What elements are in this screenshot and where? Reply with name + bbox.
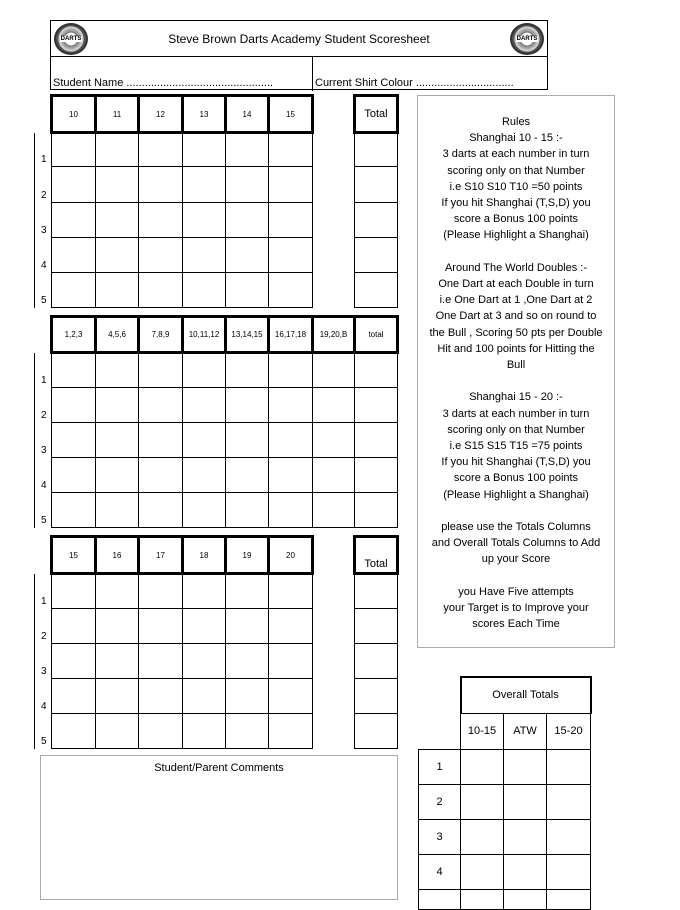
score-cell[interactable] bbox=[313, 423, 355, 458]
score-cell[interactable] bbox=[139, 714, 183, 749]
total-header: total bbox=[355, 317, 398, 353]
score-cell[interactable] bbox=[183, 458, 226, 493]
col-header: 10-15 bbox=[461, 713, 504, 749]
col-header: 18 bbox=[183, 537, 226, 574]
score-cell[interactable] bbox=[183, 644, 226, 679]
shirt-colour-label: Current Shirt Colour ................................ bbox=[315, 77, 514, 89]
score-cell[interactable] bbox=[226, 574, 269, 609]
total-cell[interactable] bbox=[355, 423, 398, 458]
col-header: 13,14,15 bbox=[226, 317, 269, 353]
score-cell[interactable] bbox=[139, 203, 183, 238]
score-cell[interactable] bbox=[52, 493, 96, 528]
score-cell[interactable] bbox=[269, 458, 313, 493]
score-cell[interactable] bbox=[183, 133, 226, 167]
rules-line: Hit and 100 points for Hitting the bbox=[437, 342, 595, 355]
col-header: 7,8,9 bbox=[139, 317, 183, 353]
score-cell[interactable] bbox=[269, 238, 313, 273]
col-header: 10,11,12 bbox=[183, 317, 226, 353]
score-cell[interactable] bbox=[183, 423, 226, 458]
rules-line: up your Score bbox=[481, 553, 551, 566]
col-header: 19 bbox=[226, 537, 269, 574]
total-cell[interactable] bbox=[355, 458, 398, 493]
rules-line: and Overall Totals Columns to Add bbox=[431, 537, 601, 550]
score-cell[interactable] bbox=[96, 714, 139, 749]
shirt-colour-field[interactable] bbox=[313, 57, 549, 91]
score-cell[interactable] bbox=[139, 644, 183, 679]
overall-cell[interactable] bbox=[547, 784, 591, 819]
total-cell[interactable] bbox=[355, 353, 398, 388]
score-cell[interactable] bbox=[269, 609, 313, 644]
overall-cell[interactable] bbox=[504, 749, 547, 784]
score-cell[interactable] bbox=[96, 458, 139, 493]
total-cell[interactable] bbox=[355, 238, 398, 273]
around-the-world-table bbox=[34, 315, 399, 528]
score-cell[interactable] bbox=[139, 133, 183, 167]
row-label: 5 bbox=[35, 273, 52, 308]
rules-line: scores Each Time bbox=[472, 618, 560, 631]
shanghai-15-20-table bbox=[34, 535, 399, 749]
score-cell[interactable] bbox=[96, 133, 139, 167]
score-cell[interactable] bbox=[139, 458, 183, 493]
score-cell[interactable] bbox=[52, 714, 96, 749]
score-cell[interactable] bbox=[96, 679, 139, 714]
score-cell[interactable] bbox=[269, 574, 313, 609]
score-cell[interactable] bbox=[52, 273, 96, 308]
score-cell[interactable] bbox=[96, 574, 139, 609]
rules-line: score a Bonus 100 points bbox=[453, 472, 579, 485]
academy-logo-right: DARTS bbox=[510, 23, 544, 55]
score-cell[interactable] bbox=[269, 273, 313, 308]
rules-line: One Dart at 3 and so on round to bbox=[435, 310, 597, 323]
col-header: 1,2,3 bbox=[52, 317, 96, 353]
score-cell[interactable] bbox=[226, 238, 269, 273]
score-cell[interactable] bbox=[139, 353, 183, 388]
total-cell[interactable] bbox=[355, 203, 398, 238]
score-cell[interactable] bbox=[96, 609, 139, 644]
total-cell[interactable] bbox=[355, 714, 398, 749]
score-cell[interactable] bbox=[96, 353, 139, 388]
col-header: 14 bbox=[226, 96, 269, 133]
total-cell[interactable] bbox=[355, 493, 398, 528]
col-header: ATW bbox=[504, 713, 547, 749]
row-label: 5 bbox=[35, 714, 52, 749]
score-cell[interactable] bbox=[52, 423, 96, 458]
rules-line: i.e One Dart at 1 ,One Dart at 2 bbox=[439, 294, 593, 307]
score-cell[interactable] bbox=[52, 458, 96, 493]
score-cell[interactable] bbox=[226, 133, 269, 167]
score-cell[interactable] bbox=[226, 714, 269, 749]
score-cell[interactable] bbox=[313, 388, 355, 423]
rules-line: the Bull , Scoring 50 pts per Double bbox=[429, 326, 603, 339]
col-header: 15-20 bbox=[547, 713, 591, 749]
overall-cell[interactable] bbox=[547, 749, 591, 784]
rules-line: please use the Totals Columns bbox=[441, 521, 591, 534]
rules-line: Around The World Doubles :- bbox=[444, 261, 588, 274]
score-cell[interactable] bbox=[313, 458, 355, 493]
rules-line: If you hit Shanghai (T,S,D) you bbox=[441, 197, 591, 210]
overall-cell[interactable] bbox=[461, 854, 504, 889]
score-cell[interactable] bbox=[226, 203, 269, 238]
score-cell[interactable] bbox=[226, 388, 269, 423]
overall-cell[interactable] bbox=[547, 819, 591, 854]
rules-line: i.e S15 S15 T15 =75 points bbox=[449, 440, 583, 453]
col-header: 16 bbox=[96, 537, 139, 574]
rules-line: score a Bonus 100 points bbox=[453, 213, 579, 226]
total-cell[interactable] bbox=[355, 167, 398, 203]
total-cell[interactable] bbox=[355, 133, 398, 167]
col-header: 16,17,18 bbox=[269, 317, 313, 353]
score-cell[interactable] bbox=[139, 273, 183, 308]
score-cell[interactable] bbox=[269, 203, 313, 238]
col-header: 20 bbox=[269, 537, 313, 574]
total-cell[interactable] bbox=[355, 679, 398, 714]
rules-line bbox=[418, 503, 614, 519]
rules-line: scoring only on that Number bbox=[447, 423, 585, 436]
row-label: 3 bbox=[35, 423, 52, 458]
score-cell[interactable] bbox=[183, 679, 226, 714]
score-cell[interactable] bbox=[269, 493, 313, 528]
overall-cell[interactable] bbox=[461, 749, 504, 784]
rules-line bbox=[418, 568, 614, 584]
score-cell[interactable] bbox=[183, 238, 226, 273]
score-cell[interactable] bbox=[313, 493, 355, 528]
score-cell[interactable] bbox=[269, 167, 313, 203]
score-cell[interactable] bbox=[269, 679, 313, 714]
student-name-field[interactable] bbox=[51, 57, 313, 91]
rules-line: 3 darts at each number in turn bbox=[442, 148, 590, 161]
row-label: 4 bbox=[419, 854, 461, 889]
comments-title: Student/Parent Comments bbox=[154, 762, 284, 774]
academy-logo-left: DARTS bbox=[54, 23, 88, 55]
col-header: 15 bbox=[52, 537, 96, 574]
score-cell[interactable] bbox=[52, 388, 96, 423]
row-label: 1 bbox=[35, 353, 52, 388]
row-label: 1 bbox=[35, 133, 52, 167]
title-row bbox=[51, 21, 547, 57]
col-header: 19,20,B bbox=[313, 317, 355, 353]
col-header: 11 bbox=[96, 96, 139, 133]
row-label: 4 bbox=[35, 679, 52, 714]
score-cell[interactable] bbox=[226, 167, 269, 203]
total-cell[interactable] bbox=[355, 609, 398, 644]
score-cell[interactable] bbox=[139, 574, 183, 609]
score-cell[interactable] bbox=[139, 679, 183, 714]
score-cell[interactable] bbox=[52, 353, 96, 388]
total-header: Total bbox=[355, 537, 398, 574]
col-header: 13 bbox=[183, 96, 226, 133]
total-cell[interactable] bbox=[355, 644, 398, 679]
student-name-label: Student Name ................................................ bbox=[53, 77, 274, 89]
score-cell[interactable] bbox=[226, 679, 269, 714]
row-label: 2 bbox=[35, 609, 52, 644]
overall-totals-title: Overall Totals bbox=[461, 677, 591, 713]
rules-line: Shanghai 15 - 20 :- bbox=[469, 391, 563, 404]
score-cell[interactable] bbox=[183, 353, 226, 388]
row-label: 4 bbox=[35, 238, 52, 273]
score-cell[interactable] bbox=[139, 423, 183, 458]
score-cell[interactable] bbox=[183, 167, 226, 203]
sheet-title: Steve Brown Darts Academy Student Scoresheet bbox=[168, 32, 430, 46]
score-cell[interactable] bbox=[139, 388, 183, 423]
score-cell[interactable] bbox=[139, 493, 183, 528]
rules-box bbox=[417, 95, 615, 648]
score-cell[interactable] bbox=[52, 203, 96, 238]
score-cell[interactable] bbox=[139, 238, 183, 273]
row-label: 5 bbox=[35, 493, 52, 528]
rules-line: If you hit Shanghai (T,S,D) you bbox=[441, 456, 591, 469]
rules-line: i.e S10 S10 T10 =50 points bbox=[449, 180, 583, 193]
rules-line: (Please Highlight a Shanghai) bbox=[443, 229, 589, 242]
rules-line: Bull bbox=[506, 359, 526, 372]
overall-totals-table bbox=[418, 676, 592, 910]
score-cell[interactable] bbox=[183, 493, 226, 528]
score-cell[interactable] bbox=[96, 238, 139, 273]
total-cell[interactable] bbox=[355, 574, 398, 609]
comments-box[interactable] bbox=[40, 755, 398, 900]
score-cell[interactable] bbox=[52, 609, 96, 644]
row-label: 2 bbox=[419, 784, 461, 819]
score-cell[interactable] bbox=[226, 644, 269, 679]
row-label: 3 bbox=[35, 203, 52, 238]
score-cell[interactable] bbox=[226, 458, 269, 493]
overall-cell[interactable] bbox=[547, 854, 591, 889]
score-cell[interactable] bbox=[269, 133, 313, 167]
rules-line: One Dart at each Double in turn bbox=[438, 278, 594, 291]
score-cell[interactable] bbox=[183, 388, 226, 423]
overall-cell[interactable] bbox=[504, 819, 547, 854]
rules-line bbox=[418, 244, 614, 260]
score-cell[interactable] bbox=[269, 388, 313, 423]
score-cell[interactable] bbox=[269, 353, 313, 388]
score-cell[interactable] bbox=[96, 423, 139, 458]
sheet-header bbox=[50, 20, 548, 90]
score-cell[interactable] bbox=[183, 273, 226, 308]
rules-line: (Please Highlight a Shanghai) bbox=[443, 488, 589, 501]
row-label: 3 bbox=[419, 819, 461, 854]
total-cell[interactable] bbox=[355, 273, 398, 308]
score-cell[interactable] bbox=[183, 714, 226, 749]
score-cell[interactable] bbox=[269, 644, 313, 679]
score-cell[interactable] bbox=[183, 574, 226, 609]
overall-cell[interactable] bbox=[461, 784, 504, 819]
col-header: 4,5,6 bbox=[96, 317, 139, 353]
rules-line: your Target is to Improve your bbox=[443, 602, 589, 615]
score-cell[interactable] bbox=[269, 423, 313, 458]
score-cell[interactable] bbox=[313, 353, 355, 388]
score-cell[interactable] bbox=[96, 167, 139, 203]
col-header: 15 bbox=[269, 96, 313, 133]
rules-line: you Have Five attempts bbox=[458, 585, 574, 598]
rules-line: scoring only on that Number bbox=[447, 164, 585, 177]
score-cell[interactable] bbox=[96, 203, 139, 238]
row-label: 2 bbox=[35, 167, 52, 203]
score-cell[interactable] bbox=[183, 203, 226, 238]
score-cell[interactable] bbox=[52, 238, 96, 273]
score-cell[interactable] bbox=[96, 273, 139, 308]
score-cell[interactable] bbox=[226, 353, 269, 388]
overall-cell[interactable] bbox=[504, 784, 547, 819]
score-cell[interactable] bbox=[183, 609, 226, 644]
col-header: 17 bbox=[139, 537, 183, 574]
row-label: 1 bbox=[35, 574, 52, 609]
score-cell[interactable] bbox=[226, 423, 269, 458]
score-cell[interactable] bbox=[52, 574, 96, 609]
rules-line: Shanghai 10 - 15 :- bbox=[469, 132, 563, 145]
score-cell[interactable] bbox=[52, 679, 96, 714]
score-cell[interactable] bbox=[52, 167, 96, 203]
score-cell[interactable] bbox=[269, 714, 313, 749]
rules-line bbox=[418, 373, 614, 389]
score-cell[interactable] bbox=[52, 133, 96, 167]
overall-cell[interactable] bbox=[504, 854, 547, 889]
score-cell[interactable] bbox=[96, 644, 139, 679]
rules-line: Rules bbox=[501, 116, 531, 128]
score-cell[interactable] bbox=[226, 609, 269, 644]
row-label: 4 bbox=[35, 458, 52, 493]
score-cell[interactable] bbox=[226, 273, 269, 308]
row-label: 3 bbox=[35, 644, 52, 679]
score-cell[interactable] bbox=[52, 644, 96, 679]
total-header: Total bbox=[355, 96, 398, 133]
score-cell[interactable] bbox=[96, 493, 139, 528]
score-cell[interactable] bbox=[139, 609, 183, 644]
rules-line: 3 darts at each number in turn bbox=[442, 407, 590, 420]
col-header: 12 bbox=[139, 96, 183, 133]
score-cell[interactable] bbox=[226, 493, 269, 528]
row-label: 2 bbox=[35, 388, 52, 423]
overall-cell[interactable] bbox=[461, 819, 504, 854]
col-header: 10 bbox=[52, 96, 96, 133]
shanghai-10-15-table bbox=[34, 94, 399, 308]
row-label: 1 bbox=[419, 749, 461, 784]
score-cell[interactable] bbox=[96, 388, 139, 423]
score-cell[interactable] bbox=[139, 167, 183, 203]
total-cell[interactable] bbox=[355, 388, 398, 423]
